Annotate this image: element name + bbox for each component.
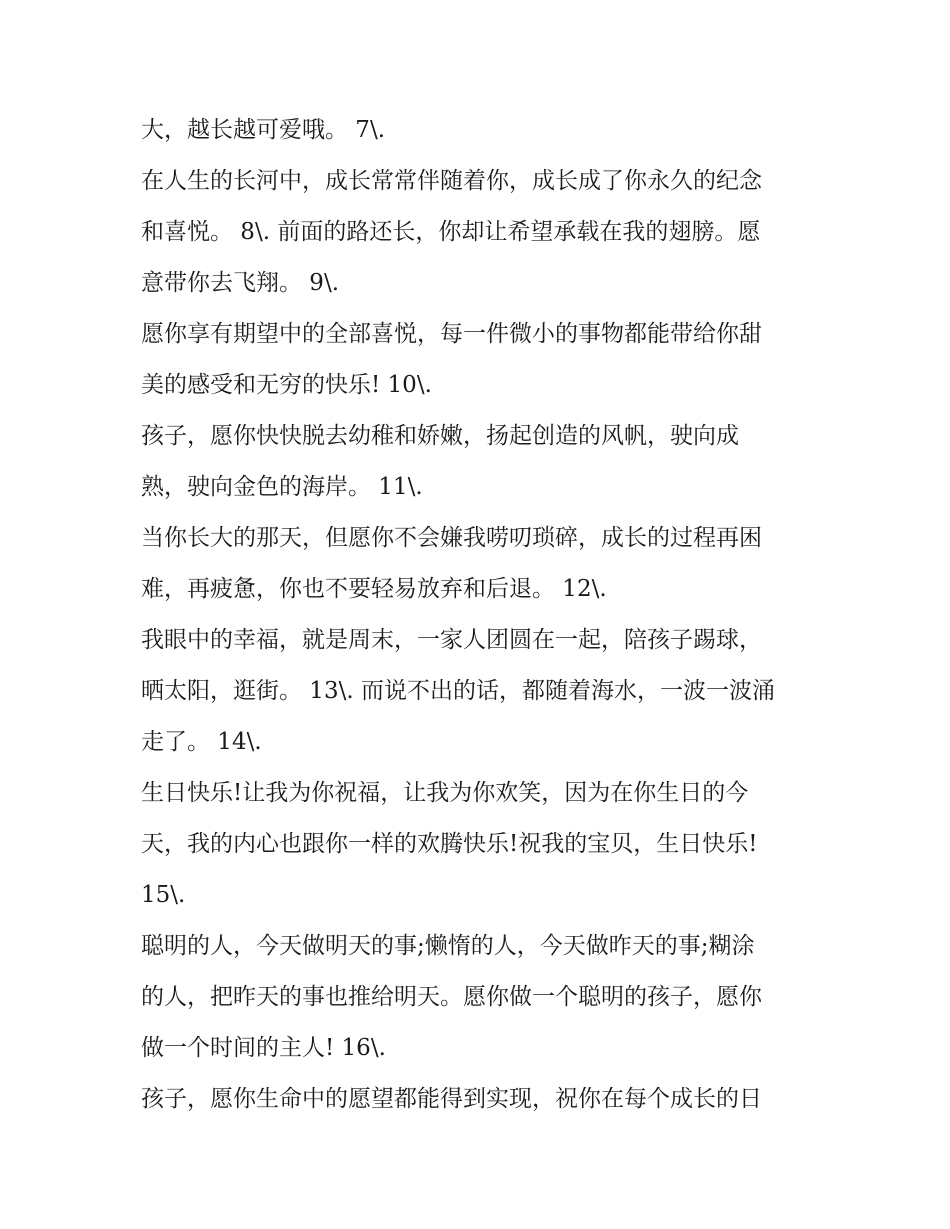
document-body bbox=[141, 105, 821, 1125]
text-line: 和喜悦。 8\. 前面的路还长，你却让希望承载在我的翅膀。愿 bbox=[141, 219, 761, 245]
text-line: 熟，驶向金色的海岸。 11\. bbox=[141, 474, 423, 500]
text-line: 我眼中的幸福，就是周末，一家人团圆在一起，陪孩子踢球， bbox=[141, 627, 762, 653]
text-line: 愿你享有期望中的全部喜悦，每一件微小的事物都能带给你甜 bbox=[141, 321, 762, 347]
text-line: 孩子，愿你生命中的愿望都能得到实现，祝你在每个成长的日 bbox=[141, 1086, 762, 1112]
text-line: 天，我的内心也跟你一样的欢腾快乐!祝我的宝贝，生日快乐! bbox=[141, 831, 758, 857]
text-line: 走了。 14\. bbox=[141, 729, 262, 755]
text-line: 晒太阳，逛街。 13\. 而说不出的话，都随着海水，一波一波涌 bbox=[141, 678, 775, 704]
text-line: 的人，把昨天的事也推给明天。愿你做一个聪明的孩子，愿你 bbox=[141, 984, 762, 1010]
text-line: 聪明的人，今天做明天的事;懒惰的人，今天做昨天的事;糊涂 bbox=[141, 933, 755, 959]
text-line: 美的感受和无穷的快乐! 10\. bbox=[141, 372, 432, 398]
text-line: 当你长大的那天，但愿你不会嫌我唠叨琐碎，成长的过程再困 bbox=[141, 525, 762, 551]
text-line: 难，再疲惫，你也不要轻易放弃和后退。 12\. bbox=[141, 576, 607, 602]
text-line: 生日快乐!让我为你祝福，让我为你欢笑，因为在你生日的今 bbox=[141, 780, 749, 806]
text-line: 15\. bbox=[141, 882, 186, 908]
text-line: 意带你去飞翔。 9\. bbox=[141, 270, 340, 296]
text-line: 做一个时间的主人! 16\. bbox=[141, 1035, 386, 1061]
text-line: 孩子，愿你快快脱去幼稚和娇嫩，扬起创造的风帆，驶向成 bbox=[141, 423, 739, 449]
text-line: 大，越长越可爱哦。 7\. bbox=[141, 117, 386, 143]
text-line: 在人生的长河中，成长常常伴随着你，成长成了你永久的纪念 bbox=[141, 168, 762, 194]
